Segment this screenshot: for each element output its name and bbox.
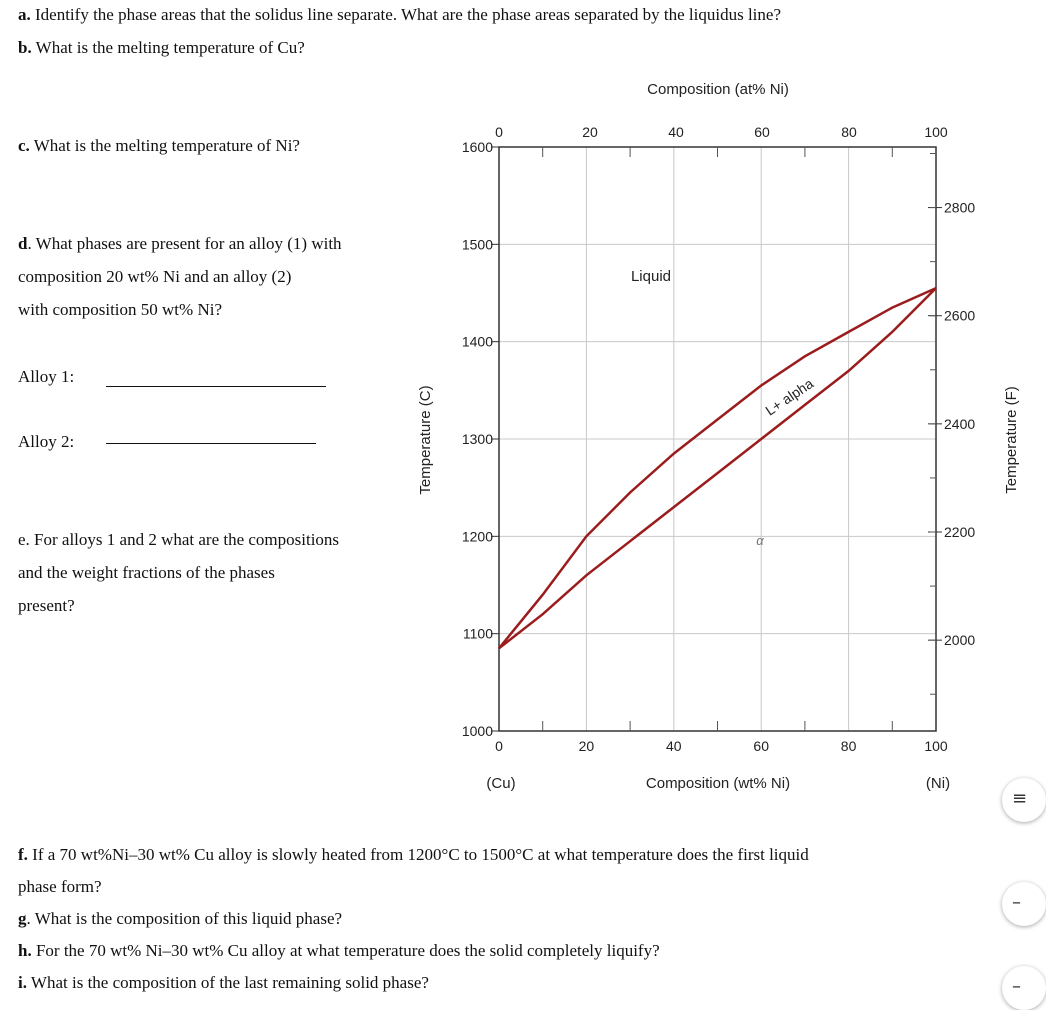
question-i-text: What is the composition of the last remaining solid phase? xyxy=(26,973,429,992)
question-d-line3: with composition 50 wt% Ni? xyxy=(18,300,222,319)
y-tick-label-right: 2600 xyxy=(944,307,976,324)
y-tick-label-right: 2800 xyxy=(944,199,976,216)
question-b-text: What is the melting temperature of Cu? xyxy=(31,38,305,57)
question-d-text: . What phases are present for an alloy (1) with xyxy=(27,234,342,253)
question-f-line2: phase form? xyxy=(18,877,102,896)
question-c-text: What is the melting temperature of Ni? xyxy=(29,136,300,155)
minus-icon: – xyxy=(1012,892,1021,913)
y-tick-label-left: 1400 xyxy=(461,333,493,350)
question-i xyxy=(18,973,429,993)
alloy2-label: Alloy 2: xyxy=(18,432,75,451)
x-tick-label-top: 80 xyxy=(841,124,857,140)
alloy1-label: Alloy 1: xyxy=(18,367,75,386)
bottom-axis-title: Composition (wt% Ni) xyxy=(645,775,791,792)
x-tick-label-top: 100 xyxy=(924,124,948,140)
x-tick-label-bottom: 60 xyxy=(753,738,769,754)
menu-icon: ≡ xyxy=(1012,788,1028,809)
two-phase-region-label: L+ alpha xyxy=(762,375,817,419)
question-f-letter: f. xyxy=(18,845,28,864)
y-tick-label-right: 2000 xyxy=(944,632,976,649)
y-tick-label-left: 1000 xyxy=(461,723,493,739)
question-a-text: Identify the phase areas that the solidus line separate. What are the phase areas separated by the liquidus line? xyxy=(30,5,781,24)
question-g-letter: g xyxy=(18,909,27,928)
question-e-line3: present? xyxy=(18,596,75,615)
question-h-text: For the 70 wt% Ni–30 wt% Cu alloy at what temperature does the solid completely liquify? xyxy=(31,941,660,960)
top-axis-title: Composition (at% Ni) xyxy=(647,81,789,98)
right-axis-title: Temperature (F) xyxy=(1003,386,1020,494)
ni-end-label: (Ni) xyxy=(925,775,951,792)
question-g xyxy=(18,909,342,929)
y-tick-label-left: 1100 xyxy=(462,625,493,642)
question-f-text: If a 70 wt%Ni–30 wt% Cu alloy is slowly heated from 1200°C to 1500°C at what temperature does the first liquid xyxy=(27,845,809,864)
y-tick-label-right: 2400 xyxy=(944,415,976,432)
y-tick-label-left: 1300 xyxy=(461,431,493,447)
liquid-region-label: Liquid xyxy=(630,268,672,285)
side-toolbar-button-2[interactable] xyxy=(1002,882,1046,926)
question-b-letter: b. xyxy=(18,38,32,57)
alpha-region-label: α xyxy=(756,533,764,548)
question-c-letter: c. xyxy=(18,136,30,155)
y-tick-label-left: 1200 xyxy=(461,528,493,545)
x-tick-label-top: 20 xyxy=(582,124,598,140)
y-tick-label-left: 1500 xyxy=(461,236,493,253)
question-g-text: . What is the composition of this liquid phase? xyxy=(26,909,343,928)
x-tick-label-top: 40 xyxy=(668,124,684,140)
x-tick-label-bottom: 80 xyxy=(840,738,857,754)
x-tick-label-bottom: 40 xyxy=(666,738,682,754)
minus-icon: – xyxy=(1012,976,1021,997)
y-tick-label-left: 1600 xyxy=(461,139,493,155)
question-h-letter: h. xyxy=(18,941,32,960)
question-i-letter: i. xyxy=(18,973,27,992)
side-toolbar-button-1[interactable] xyxy=(1002,778,1046,822)
y-tick-label-right: 2200 xyxy=(944,524,976,541)
x-tick-label-bottom: 100 xyxy=(924,738,948,754)
chart-labels xyxy=(417,81,1020,792)
cu-end-label: (Cu) xyxy=(486,775,516,792)
side-toolbar-button-3[interactable] xyxy=(1002,966,1046,1010)
question-d-line2: composition 20 wt% Ni and an alloy (2) xyxy=(18,267,292,286)
question-e-line1: e. For alloys 1 and 2 what are the compositions xyxy=(18,530,340,549)
left-axis-title: Temperature (C) xyxy=(417,385,434,495)
question-a-letter: a. xyxy=(18,5,31,24)
question-f-line1 xyxy=(18,845,809,865)
x-tick-label-top: 0 xyxy=(495,124,503,140)
question-e-line2: and the weight fractions of the phases xyxy=(18,563,275,582)
question-d-letter: d xyxy=(18,234,28,253)
chart-grid xyxy=(499,147,936,731)
x-tick-label-top: 60 xyxy=(754,124,770,140)
x-tick-label-bottom: 0 xyxy=(495,738,503,754)
x-tick-label-bottom: 20 xyxy=(578,738,595,754)
question-h xyxy=(18,941,660,961)
